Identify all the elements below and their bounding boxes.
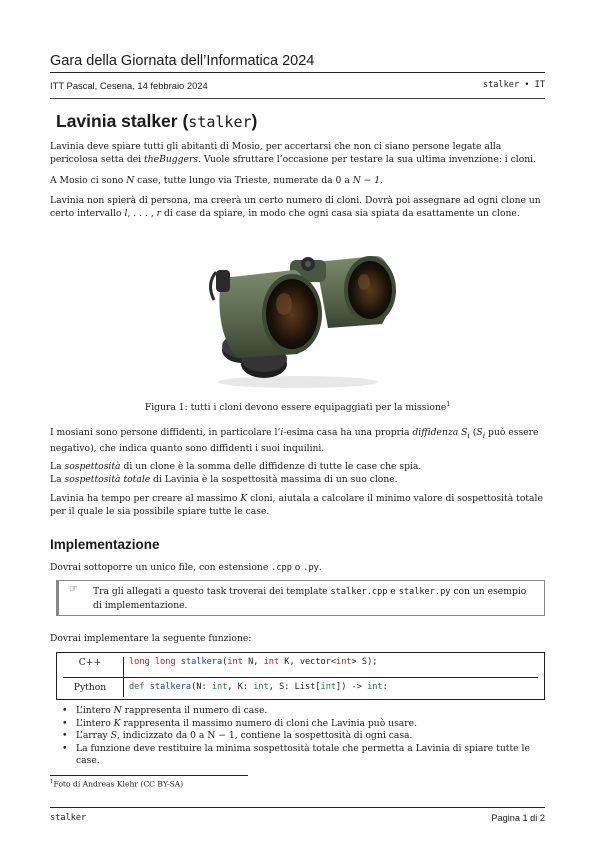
text: di un clone è la somma delle diffidenze di tutte le case che spia. — [120, 461, 422, 472]
code-token: (N: — [191, 682, 212, 692]
text: Lavinia ha tempo per creare al massimo — [50, 493, 241, 504]
term-sospettosita: sospettosità — [64, 461, 121, 472]
math-sub: i — [482, 430, 486, 440]
text: . — [380, 175, 384, 186]
signature-code-cpp — [129, 657, 377, 667]
signature-row-python — [57, 678, 544, 700]
footnote-text: Foto di Andreas Klehr (CC BY-SA) — [53, 779, 184, 789]
text: con un esempio di implementazione. — [93, 586, 527, 611]
code-token: , S: List[ — [268, 682, 321, 692]
signature-lang: Python — [73, 682, 107, 693]
text: e — [387, 586, 399, 597]
code-token: : — [382, 682, 388, 692]
footnote-marker: 1 — [446, 401, 451, 408]
signature-table — [56, 652, 545, 700]
math-var: S — [110, 730, 117, 741]
text: di Lavinia è la sospettosità massima di un suo clone. — [150, 474, 398, 485]
page-header — [50, 52, 545, 70]
pointing-hand-icon: ☞ — [69, 584, 78, 595]
math-expr: N − 1 — [352, 175, 381, 186]
function-intro — [50, 632, 545, 645]
page-number: Pagina 1 di 2 — [491, 813, 545, 823]
math-var: r — [156, 208, 162, 219]
header-subrule — [50, 98, 545, 99]
text: Lavinia deve spiare tutti gli abitanti di Mosio, per accertarsi che non ci siano persone legate alla pericolosa setta dei — [50, 141, 502, 165]
list-item — [62, 705, 545, 718]
task-tag: stalker • IT — [482, 80, 545, 90]
section-heading-implementazione: Implementazione — [50, 537, 160, 552]
note-text — [93, 585, 538, 612]
text: . — [318, 562, 322, 573]
code-token: ]) -> — [336, 682, 368, 692]
math-var: K — [240, 493, 248, 504]
code-token: ( — [222, 657, 228, 667]
footer-rule — [50, 807, 545, 808]
code-token: int — [263, 657, 280, 667]
footnote-rule — [50, 775, 248, 776]
figure-caption — [50, 401, 545, 413]
text: I mosiani sono persone diffidenti, in particolare l’ — [50, 427, 281, 438]
setta-name: theBuggers — [144, 154, 199, 165]
text: L’array — [76, 730, 111, 741]
math-var: S — [461, 427, 468, 438]
text: ( — [469, 427, 477, 438]
math-sub: i — [467, 430, 470, 440]
header-rule — [50, 72, 545, 73]
math-var: l — [124, 208, 128, 219]
signature-row-cpp — [57, 653, 544, 675]
text: rappresenta il numero di case. — [121, 705, 268, 716]
statement-paragraph-4 — [50, 426, 545, 455]
statement-paragraph-2 — [50, 174, 545, 187]
footer-task-name: stalker — [50, 813, 87, 823]
binoculars-figure — [198, 232, 398, 392]
code-token: long long — [129, 657, 176, 667]
signature-code-python — [129, 682, 388, 692]
text: La funzione deve restituire la minima sospettosità totale che permetta a Lavinia di spiare tutte le case. — [76, 742, 530, 766]
text: può essere negativo), che indica quanto sono diffidenti i suoi inquilini. — [50, 427, 539, 454]
math-var: N — [126, 175, 135, 186]
code-token: stalkera — [180, 657, 223, 667]
template-cpp: stalker.cpp — [330, 587, 388, 597]
ext-py: .py — [303, 563, 319, 573]
term-diffidenza: diffidenza — [412, 427, 459, 438]
parameter-list — [62, 705, 545, 768]
text: -esima casa ha una propria — [283, 427, 413, 438]
text: case, tutte lungo via Trieste, numerate da 0 a — [134, 175, 353, 186]
footnote-mark: 1 — [50, 779, 54, 785]
list-item — [62, 743, 545, 768]
code-token: int — [227, 657, 243, 667]
text: Dovrai sottoporre un unico file, con estensione — [50, 562, 272, 573]
text: A Mosio ci sono — [50, 175, 127, 186]
list-item — [62, 718, 545, 731]
text: L’intero — [76, 717, 114, 729]
code-token: int — [367, 682, 383, 692]
task-title-text: Lavinia stalker ( — [56, 111, 189, 131]
code-token: N, — [242, 657, 264, 667]
contest-title: Gara della Giornata dell’Informatica 2024 — [50, 53, 315, 69]
header-subline — [50, 80, 545, 94]
footnote — [50, 779, 183, 789]
text: La — [50, 461, 65, 472]
math-var: i — [280, 427, 284, 438]
code-token: stalkera — [149, 682, 192, 692]
text: Tra gli allegati a questo task troverai dei template — [93, 586, 331, 597]
code-token: K, vector< — [279, 657, 337, 667]
task-title — [56, 110, 257, 133]
template-py: stalker.py — [398, 587, 451, 597]
code-token: > S); — [351, 657, 378, 667]
text: . Vuole sfruttare l’occasione per testare la sua ultima invenzione: i cloni. — [198, 154, 537, 165]
math-var: K — [113, 717, 121, 729]
statement-paragraph-6 — [50, 473, 545, 486]
term-sospettosita-totale: sospettosità totale — [64, 474, 151, 485]
text: rappresenta il massimo numero di cloni che Lavinia può usare. — [120, 717, 418, 729]
text: Lavinia non spierà di persona, ma creerà un certo numero di cloni. Dovrà poi assegnare ad ogni clone un certo intervallo — [50, 195, 541, 219]
text: di case da spiare, in modo che ogni casa sia spiata da esattamente un clone. — [161, 208, 520, 219]
text: , . . . , — [127, 208, 157, 219]
list-item — [62, 730, 545, 743]
code-token: def — [129, 682, 145, 692]
task-title-code: stalker — [188, 113, 252, 131]
text: Dovrai implementare la seguente funzione: — [50, 633, 252, 644]
statement-paragraph-5 — [50, 460, 545, 473]
note-box — [56, 580, 545, 616]
math-var: N — [113, 705, 122, 716]
code-token: int — [211, 682, 228, 692]
code-token: int — [336, 657, 352, 667]
text: La — [50, 474, 65, 485]
statement-paragraph-3 — [50, 194, 545, 220]
code-token: int — [320, 682, 337, 692]
task-title-close: ) — [251, 111, 258, 131]
binoculars-image — [198, 232, 398, 392]
implementation-intro — [50, 561, 545, 575]
code-token: , K: — [227, 682, 254, 692]
text: o — [291, 562, 304, 573]
figure-caption-text: Figura 1: tutti i cloni devono essere equipaggiati per la missione — [144, 402, 447, 414]
statement-paragraph-7 — [50, 492, 545, 518]
ext-cpp: .cpp — [271, 563, 292, 573]
math-var: S — [476, 427, 483, 438]
statement-paragraph-1 — [50, 140, 545, 166]
code-token: int — [253, 682, 269, 692]
text: L’intero — [76, 705, 114, 716]
text: cloni, aiutala a calcolare il minimo valore di sospettosità totale per il quale le sia possibile spiare tutte le case. — [50, 493, 543, 517]
signature-lang: C++ — [78, 657, 102, 668]
text: , indicizzato da 0 a N − 1, contiene la sospettosità di ogni casa. — [116, 730, 413, 741]
venue-date: ITT Pascal, Cesena, 14 febbraio 2024 — [50, 80, 208, 91]
